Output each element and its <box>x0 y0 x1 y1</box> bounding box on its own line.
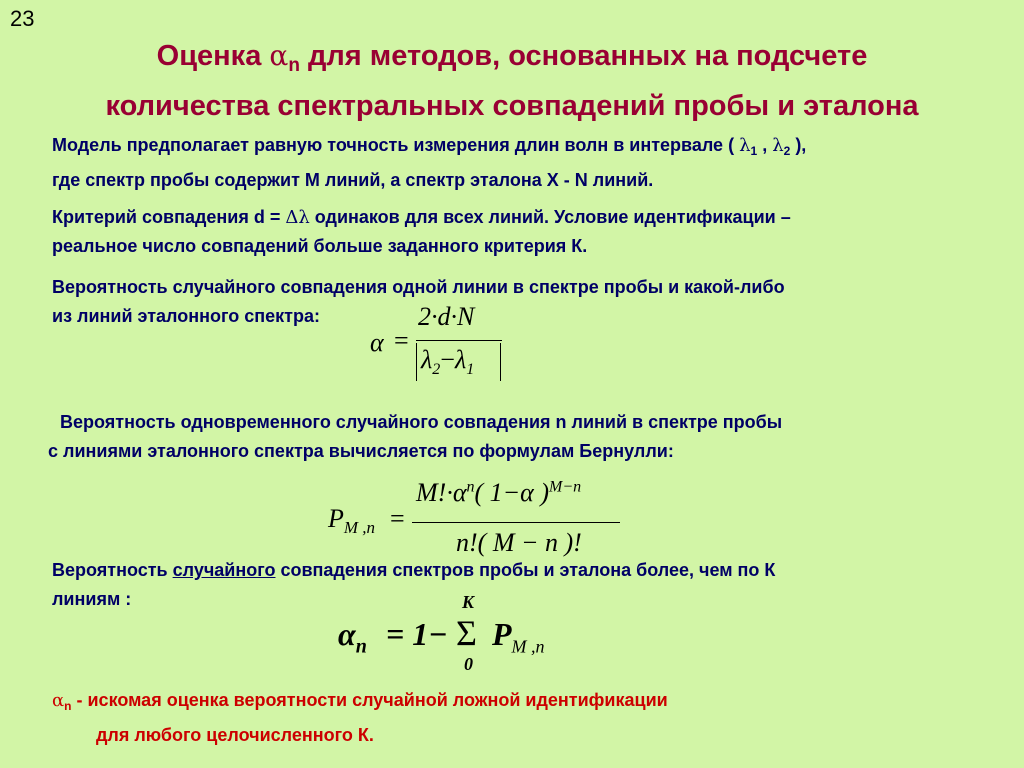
formula-alpha-n-equals: = 1− <box>386 616 448 652</box>
paragraph-criterion-line-1 <box>52 203 791 232</box>
lambda-sub-2: 2 <box>783 144 791 158</box>
p2-text-a: Критерий совпадения d = <box>52 207 286 227</box>
paragraph-model <box>52 131 806 195</box>
formula-alpha-lhs: α <box>370 328 384 357</box>
formula-alpha <box>370 300 510 390</box>
page-number: 23 <box>10 6 35 31</box>
paragraph-p5-line-2: линиям : <box>52 589 132 609</box>
sigma-lower-limit: 0 <box>464 654 473 674</box>
sigma-upper-limit: K <box>462 592 475 612</box>
title-alpha-subscript: n <box>288 55 300 76</box>
formula-alpha-equals: = <box>394 326 409 355</box>
lambda-1: λ <box>454 345 467 374</box>
abs-bar-left <box>416 343 417 381</box>
formula-alpha-denominator <box>421 345 474 379</box>
paragraph-p3-line-1: Вероятность случайного совпадения одной линии в спектре пробы и какой-либо <box>52 277 785 297</box>
definition-text: - искомая оценка вероятности случайной ложной идентификации <box>71 690 668 710</box>
paragraph-criterion-line-2: реальное число совпадений больше заданного критерия К. <box>52 236 588 256</box>
delta-lambda-symbol: Δλ <box>285 207 310 228</box>
definition-alpha-subscript: n <box>64 699 72 713</box>
formula-bernoulli-fraction-bar <box>412 522 620 523</box>
formula-alpha-n-lhs <box>338 616 367 658</box>
paragraph-criterion <box>52 203 791 261</box>
numerator-part-b: ( 1−α ) <box>474 478 549 507</box>
title-part-1: Оценка <box>156 40 270 72</box>
sum-term-subscript: M ,n <box>511 636 545 657</box>
numerator-exp-n: n <box>466 478 475 496</box>
formula-alpha-n <box>338 594 588 678</box>
alpha-n-subscript: n <box>355 635 367 658</box>
title-line-1 <box>0 36 1024 86</box>
lambda-2-sub: 2 <box>432 361 441 379</box>
paragraph-p6-line-2: для любого целочисленного К. <box>96 725 374 745</box>
p5-text-a: Вероятность <box>52 560 173 580</box>
definition-alpha-symbol: α <box>52 690 65 711</box>
p1-text-b: ), <box>790 135 807 155</box>
formula-alpha-n-term <box>492 616 545 657</box>
numerator-exp-m-n: M−n <box>548 478 582 496</box>
formula-bernoulli-denominator: n!( M − n )! <box>456 528 582 557</box>
p-subscript: M ,n <box>343 518 376 538</box>
abs-bar-right <box>500 343 501 381</box>
lambda-symbol: λ <box>739 135 751 156</box>
p2-text-b: одинаков для всех линий. Условие идентификации – <box>309 207 791 227</box>
lambda-symbol: λ <box>772 135 784 156</box>
p5-text-b: совпадения спектров пробы и эталона более, чем по К <box>275 560 776 580</box>
sigma-icon: Σ <box>456 613 477 653</box>
paragraph-p5-line-1 <box>52 556 775 585</box>
formula-bernoulli-numerator <box>416 478 581 508</box>
sum-term-p: P <box>492 616 512 652</box>
paragraph-p4-line-1: Вероятность одновременного случайного совпадения n линий в спектре пробы <box>60 412 783 432</box>
p1-comma: , <box>757 135 773 155</box>
p5-underlined-word: случайного <box>172 560 276 580</box>
formula-bernoulli-equals: = <box>390 504 405 533</box>
lambda-1-sub: 1 <box>466 361 475 379</box>
paragraph-model-line-1 <box>52 131 806 166</box>
paragraph-p6-line-1 <box>52 686 668 721</box>
minus-sign: − <box>440 345 455 374</box>
paragraph-bernoulli <box>48 408 783 466</box>
paragraph-model-line-2: где спектр пробы содержит М линий, а спектр эталона Х - N линий. <box>52 170 654 190</box>
paragraph-p3-line-2: из линий эталонного спектра: <box>52 306 320 326</box>
lambda-sub-1: 1 <box>750 144 758 158</box>
paragraph-definition <box>52 686 668 750</box>
title-alpha-symbol: α <box>269 39 289 72</box>
p-symbol: P <box>328 504 344 533</box>
p1-text-a: Модель предполагает равную точность измерения длин волн в интервале ( <box>52 135 740 155</box>
slide-title <box>0 36 1024 126</box>
paragraph-p4-line-2: с линиями эталонного спектра вычисляется по формулам Бернулли: <box>48 441 674 461</box>
alpha-n-symbol: α <box>338 616 356 652</box>
title-part-2: для методов, основанных на подсчете <box>299 40 868 72</box>
formula-alpha-fraction-bar <box>416 340 502 341</box>
numerator-part-a: M!·α <box>416 478 467 507</box>
title-line-2: количества спектральных совпадений пробы и эталона <box>105 90 919 122</box>
formula-alpha-numerator: 2·d·N <box>418 302 475 331</box>
formula-bernoulli-lhs <box>328 504 375 538</box>
lambda-2: λ <box>421 345 433 374</box>
